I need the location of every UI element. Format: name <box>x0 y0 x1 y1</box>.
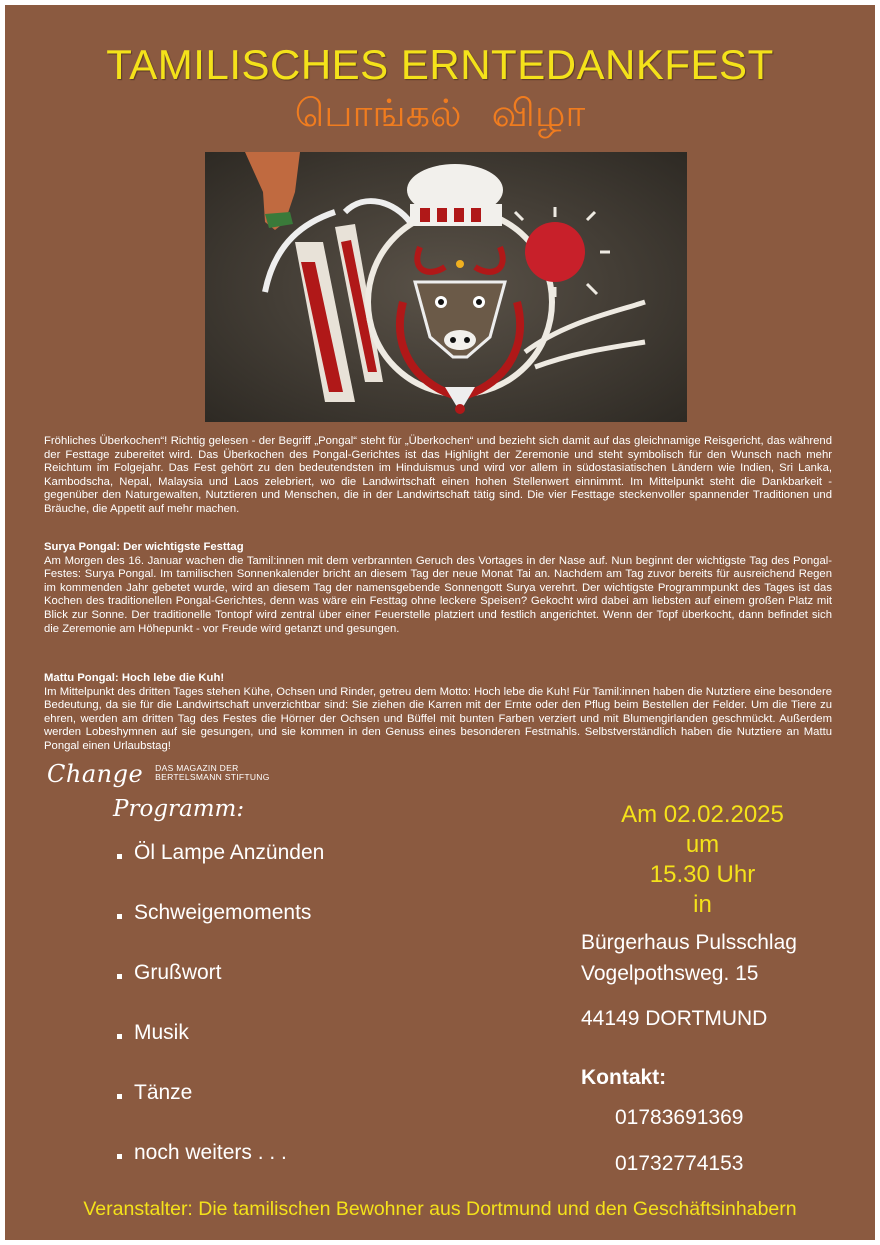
program-item <box>117 961 324 1021</box>
section-text: Am Morgen des 16. Januar wachen die Tamil:innen mit dem verbrannten Geruch des Vortages in der Nase auf. Nun beginnt der wichtigste Tag des Pongal-Festes: Surya Pongal. Im tamilischen Sonnenkalender bricht an diesem Tag der neue Monat Tai an. Nachdem am Tag zuvor bereits für ausreichend Regen im kommenden Jahr gebetet wurde, wird an diesem Tag der namensgebende Sonnengott Surya verehrt. Der wichtigste Programmpunkt des Tages ist das Kochen des traditionellen Pongal-Gerichtes, denn was wäre ein Festtag ohne leckere Speisen? Gekocht wird dabei am liebsten auf einem großen Platz mit Blick zur Sonne. Der traditionelle Tontopf wird zentral über einer Feuerstelle platziert und festlich angerichtet. Wenn der Topf überkocht, dann befindet sich die Zeremonie am Höhepunkt - vor Freude wird getanzt und gesungen. <box>44 554 832 635</box>
bullet-icon <box>117 854 122 859</box>
program-item-label: Öl Lampe Anzünden <box>134 841 325 864</box>
poster <box>5 5 875 1240</box>
section-heading: Surya Pongal: Der wichtigste Festtag <box>44 541 244 553</box>
tamil-subtitle: பொங்கல் விழா <box>294 91 586 135</box>
kolam-photo <box>205 152 687 422</box>
contact-phone-2: 01732774153 <box>615 1152 744 1175</box>
program-item-label: Tänze <box>134 1081 193 1104</box>
program-heading: Programm: <box>113 796 245 822</box>
page-title: TAMILISCHES ERNTEDANKFEST <box>106 41 774 88</box>
section-heading: Mattu Pongal: Hoch lebe die Kuh! <box>44 672 225 684</box>
event-date-block <box>565 800 840 920</box>
program-item <box>117 901 324 961</box>
section-mattu-pongal <box>44 672 832 754</box>
change-subtitle <box>155 764 269 782</box>
program-item-label: Musik <box>134 1021 189 1044</box>
event-date: Am 02.02.2025 <box>621 801 784 828</box>
contact-heading: Kontakt: <box>581 1066 667 1089</box>
change-logo: Change <box>47 760 144 788</box>
venue-street: Vogelpothsweg. 15 <box>581 962 759 985</box>
program-list <box>117 841 324 1201</box>
program-item-label: Grußwort <box>134 961 222 984</box>
section-text: Im Mittelpunkt des dritten Tages stehen Kühe, Ochsen und Rinder, getreu dem Motto: Hoch lebe die Kuh! Für Tamil:innen haben die Nutztiere eine besondere Bedeutung, da sie für die Landwirtschaft unverzichtbar sind: Sie ziehen die Karren mit der Ernte oder den Pflug beim Bestellen der Felder. Um die Tiere zu ehren, werden am dritten Tag des Festes die Hörner der Ochsen und Büffel mit bunten Farben verziert und mit Blumengirlanden geschmückt. Außerdem werden Lobeshymnen auf sie gesungen, und sie kommen in den Genuss eines besonderen Festmahls. Selbstverständlich haben die Nutztiere an Mattu Pongal einen Urlaubstag! <box>44 685 832 752</box>
bullet-icon <box>117 974 122 979</box>
change-subtitle-line1: DAS MAGAZIN DER <box>155 763 239 773</box>
bullet-icon <box>117 1154 122 1159</box>
event-time: 15.30 Uhr <box>649 861 756 888</box>
venue-name: Bürgerhaus Pulsschlag <box>581 931 797 954</box>
program-item-label: noch weiters . . . <box>134 1141 287 1164</box>
program-item-label: Schweigemoments <box>134 901 312 924</box>
change-subtitle-line2: BERTELSMANN STIFTUNG <box>155 772 270 782</box>
venue-city: 44149 DORTMUND <box>581 1007 768 1030</box>
event-in: in <box>693 891 712 918</box>
event-um: um <box>685 831 720 858</box>
bullet-icon <box>117 1094 122 1099</box>
contact-phone-1: 01783691369 <box>615 1106 744 1129</box>
program-item <box>117 1021 324 1081</box>
section-surya-pongal <box>44 541 832 636</box>
bullet-icon <box>117 914 122 919</box>
program-item <box>117 1141 324 1201</box>
bullet-icon <box>117 1034 122 1039</box>
source-credit <box>47 760 270 788</box>
program-item <box>117 1081 324 1141</box>
program-item <box>117 841 324 901</box>
intro-paragraph: Fröhliches Überkochen“! Richtig gelesen - der Begriff „Pongal“ steht für „Überkochen“ und bezieht sich damit auf das gleichnamige Reisgericht, das während der Festtage zubereitet wird. Das Überkochen des Pongal-Gerichtes ist das Highlight der Zeremonie und steht symbolisch für den Wunsch nach mehr Reichtum im Folgejahr. Das Fest gehört zu den bedeutendsten im Hinduismus und wird vor allem in südostasiatischen Ländern wie Indien, Sri Lanka, Kambodscha, Nepal, Malaysia und Laos zelebriert, wo die Landwirtschaft einen hohen Stellenwert einnimmt. Im Mittelpunkt steht die Dankbarkeit - gegenüber den Naturgewalten, Nutztieren und Menschen, die in der Landwirtschaft tätig sind. Die vier Festtage steckenvoller spannender Traditionen und Bräuche, die Appetit auf mehr machen. <box>44 435 832 515</box>
organizer-footer: Veranstalter: Die tamilischen Bewohner aus Dortmund und den Geschäftsinhabern <box>83 1198 797 1220</box>
